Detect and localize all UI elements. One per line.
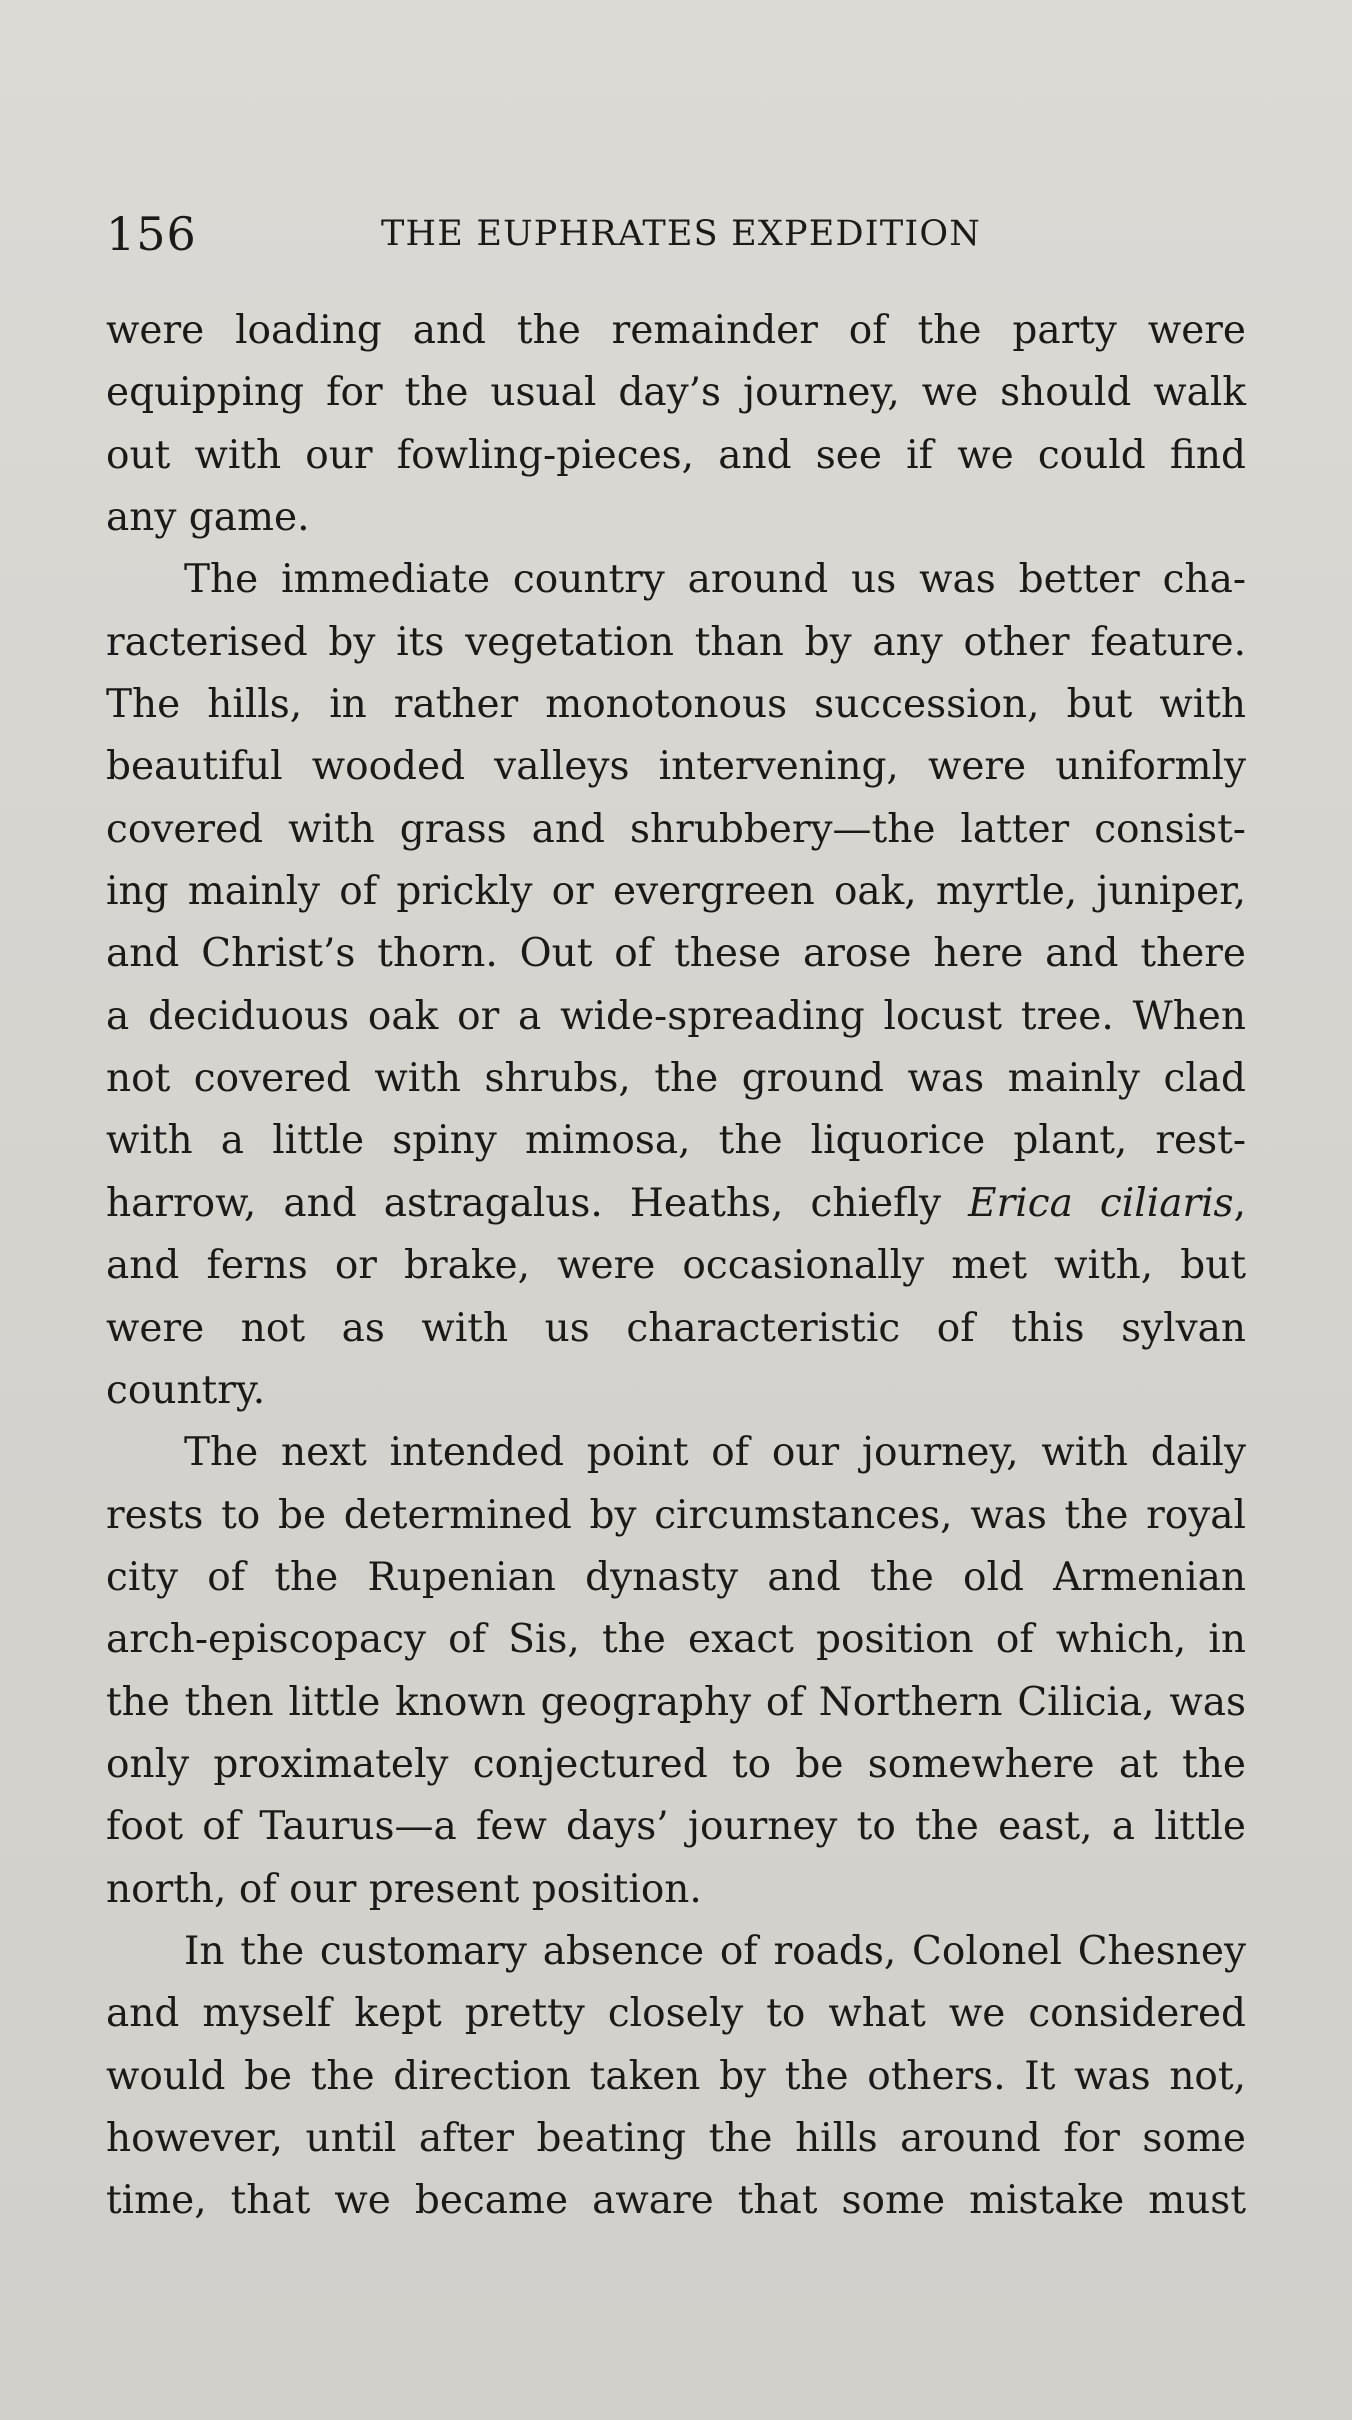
text-line: beautiful wooded valleys intervening, were uniformly <box>106 744 1246 790</box>
text-line-with-italic <box>106 1173 1246 1235</box>
botanical-name: Erica ciliaris <box>968 1180 1234 1226</box>
text-line: would be the direction taken by the others. It was not, <box>106 2053 1246 2099</box>
text-line: however, until after beating the hills around for some <box>106 2115 1246 2161</box>
text-line: any game. <box>106 495 310 541</box>
text-line: country. <box>106 1367 266 1413</box>
text-segment: , <box>1233 1180 1246 1226</box>
page-number: 156 <box>106 207 197 261</box>
text-line: In the customary absence of roads, Colonel Chesney <box>184 1928 1246 1974</box>
text-line: racterised by its vegetation than by any other feature. <box>106 619 1246 665</box>
text-line: The next intended point of our journey, with daily <box>184 1430 1246 1476</box>
body-text <box>106 300 1246 2233</box>
text-line: north, of our present position. <box>106 1866 702 1912</box>
text-line: a deciduous oak or a wide-spreading locust tree. When <box>106 993 1246 1039</box>
text-line: city of the Rupenian dynasty and the old Armenian <box>106 1554 1246 1600</box>
text-line: and myself kept pretty closely to what we considered <box>106 1991 1246 2037</box>
text-line: the then little known geography of Northern Cilicia, was <box>106 1679 1246 1725</box>
page-header <box>106 204 1246 264</box>
text-line: were not as with us characteristic of this sylvan <box>106 1305 1246 1351</box>
running-head: THE EUPHRATES EXPEDITION <box>381 214 982 254</box>
text-line: arch-episcopacy of Sis, the exact position of which, in <box>106 1617 1246 1663</box>
text-segment: harrow, and astragalus. Heaths, chiefly <box>106 1180 969 1226</box>
text-line: out with our fowling-pieces, and see if we could find <box>106 432 1246 478</box>
text-line: The immediate country around us was better cha- <box>184 557 1246 603</box>
text-line: foot of Taurus—a few days’ journey to the east, a little <box>106 1804 1246 1850</box>
text-line: time, that we became aware that some mistake must <box>106 2178 1246 2224</box>
text-line: and Christ’s thorn. Out of these arose here and there <box>106 931 1246 977</box>
text-line: and ferns or brake, were occasionally met with, but <box>106 1243 1246 1289</box>
text-line: equipping for the usual day’s journey, we should walk <box>106 370 1246 416</box>
text-line: rests to be determined by circumstances, was the royal <box>106 1492 1246 1538</box>
text-line: The hills, in rather monotonous succession, but with <box>106 682 1246 728</box>
text-line: only proximately conjectured to be somewhere at the <box>106 1741 1246 1787</box>
text-line: were loading and the remainder of the party were <box>106 308 1246 353</box>
text-line: with a little spiny mimosa, the liquorice plant, rest- <box>106 1118 1246 1164</box>
text-line: covered with grass and shrubbery—the latter consist- <box>106 806 1246 852</box>
text-line: ing mainly of prickly or evergreen oak, myrtle, juniper, <box>106 869 1246 915</box>
text-line: not covered with shrubs, the ground was mainly clad <box>106 1056 1246 1102</box>
